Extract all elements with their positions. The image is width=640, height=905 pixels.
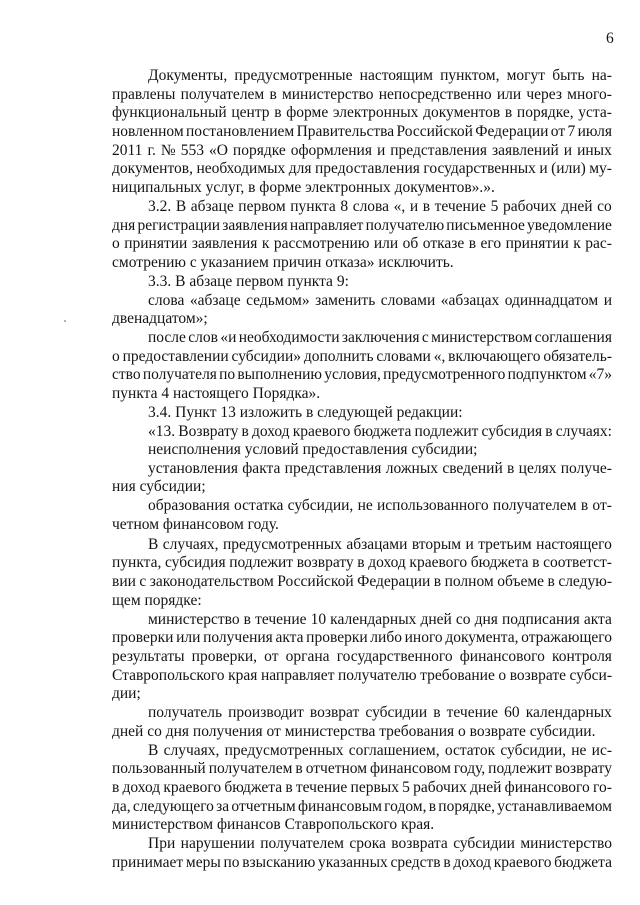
text-line: правлены получателем в министерство непосредственно или через много- xyxy=(112,86,612,103)
text-line: ния субсидии; xyxy=(112,478,206,495)
text-line: после слов «и необходимости заключения с министерством соглашения xyxy=(148,329,612,346)
text-line: проверки или получения акта проверки либо иного документа, отражающего xyxy=(112,629,612,646)
text-line: результаты проверки, от органа государственного финансового контроля xyxy=(112,648,612,665)
text-line: пользованный получателем в отчетном финансовом году, подлежит возврату xyxy=(112,760,612,777)
text-line: о принятии заявления к рассмотрению или об отказе в его принятии к рас- xyxy=(112,235,612,252)
text-line: получатель производит возврат субсидии в течение 60 календарных xyxy=(148,704,612,721)
text-line: вии с законодательством Российской Федерации в полном объеме в следую- xyxy=(112,573,612,590)
text-line: функциональный центр в форме электронных документов в порядке, уста- xyxy=(112,104,612,121)
text-line: двенадцатом»; xyxy=(112,310,208,327)
text-line: неисполнения условий предоставления субсидии; xyxy=(148,441,478,458)
text-line: «13. Возврату в доход краевого бюджета подлежит субсидия в случаях: xyxy=(148,423,612,440)
text-line: министерством финансов Ставропольского края. xyxy=(112,816,435,833)
text-line: ство получателя по выполнению условия, предусмотренного подпунктом «7» xyxy=(112,366,612,383)
text-line: В случаях, предусмотренных соглашением, остаток субсидии, не ис- xyxy=(148,742,612,759)
text-line: да, следующего за отчетным финансовым годом, в порядке, устанавливаемом xyxy=(112,798,612,815)
text-line: министерство в течение 10 календарных дней со дня подписания акта xyxy=(148,611,612,628)
text-line: щем порядке: xyxy=(112,592,202,609)
text-line: пункта, субсидия подлежит возврату в доход краевого бюджета в соответст- xyxy=(112,554,612,571)
text-line: образования остатка субсидии, не использованного получателем в от- xyxy=(148,497,612,514)
text-line: новленном постановлением Правительства Российской Федерации от 7 июля xyxy=(112,123,612,140)
text-line: в доход краевого бюджета в течение первых 5 рабочих дней финансового го- xyxy=(112,779,612,796)
text-line: ниципальных услуг, в форме электронных документов».». xyxy=(112,179,495,196)
text-line: 3.3. В абзаце первом пункта 9: xyxy=(148,273,349,290)
text-line: В случаях, предусмотренных абзацами вторым и третьим настоящего xyxy=(148,536,612,553)
text-line: 3.2. В абзаце первом пункта 8 слова «, и в течение 5 рабочих дней со xyxy=(148,198,612,215)
text-line: 3.4. Пункт 13 изложить в следующей редакции: xyxy=(148,404,463,421)
text-line: смотрению с указанием причин отказа» исключить. xyxy=(112,254,454,271)
text-line: Ставропольского края направляет получателю требование о возврате субси- xyxy=(112,667,612,684)
text-line: При нарушении получателем срока возврата субсидии министерство xyxy=(148,835,612,852)
text-line: 2011 г. № 553 «О порядке оформления и представления заявлений и иных xyxy=(112,142,612,159)
text-line: пункта 4 настоящего Порядка». xyxy=(112,385,321,402)
text-line: дня регистрации заявления направляет получателю письменное уведомление xyxy=(112,217,612,234)
text-line: дней со дня получения от министерства требования о возврате субсидии. xyxy=(112,723,596,740)
text-line: о предоставлении субсидии» дополнить словами «, включающего обязатель- xyxy=(112,348,612,365)
text-line: принимает меры по взысканию указанных средств в доход краевого бюджета xyxy=(112,854,612,871)
text-line: Документы, предусмотренные настоящим пунктом, могут быть на- xyxy=(148,67,612,84)
text-line: установления факта представления ложных сведений в целях получе- xyxy=(148,460,612,477)
page-number: 6 xyxy=(606,30,614,47)
text-line: дии; xyxy=(112,685,141,702)
text-line: слова «абзаце седьмом» заменить словами «абзацах одиннадцатом и xyxy=(148,292,612,309)
text-line: четном финансовом году. xyxy=(112,516,279,533)
scan-speck xyxy=(64,320,66,322)
text-line: документов, необходимых для предоставления государственных и (или) му- xyxy=(112,160,612,177)
